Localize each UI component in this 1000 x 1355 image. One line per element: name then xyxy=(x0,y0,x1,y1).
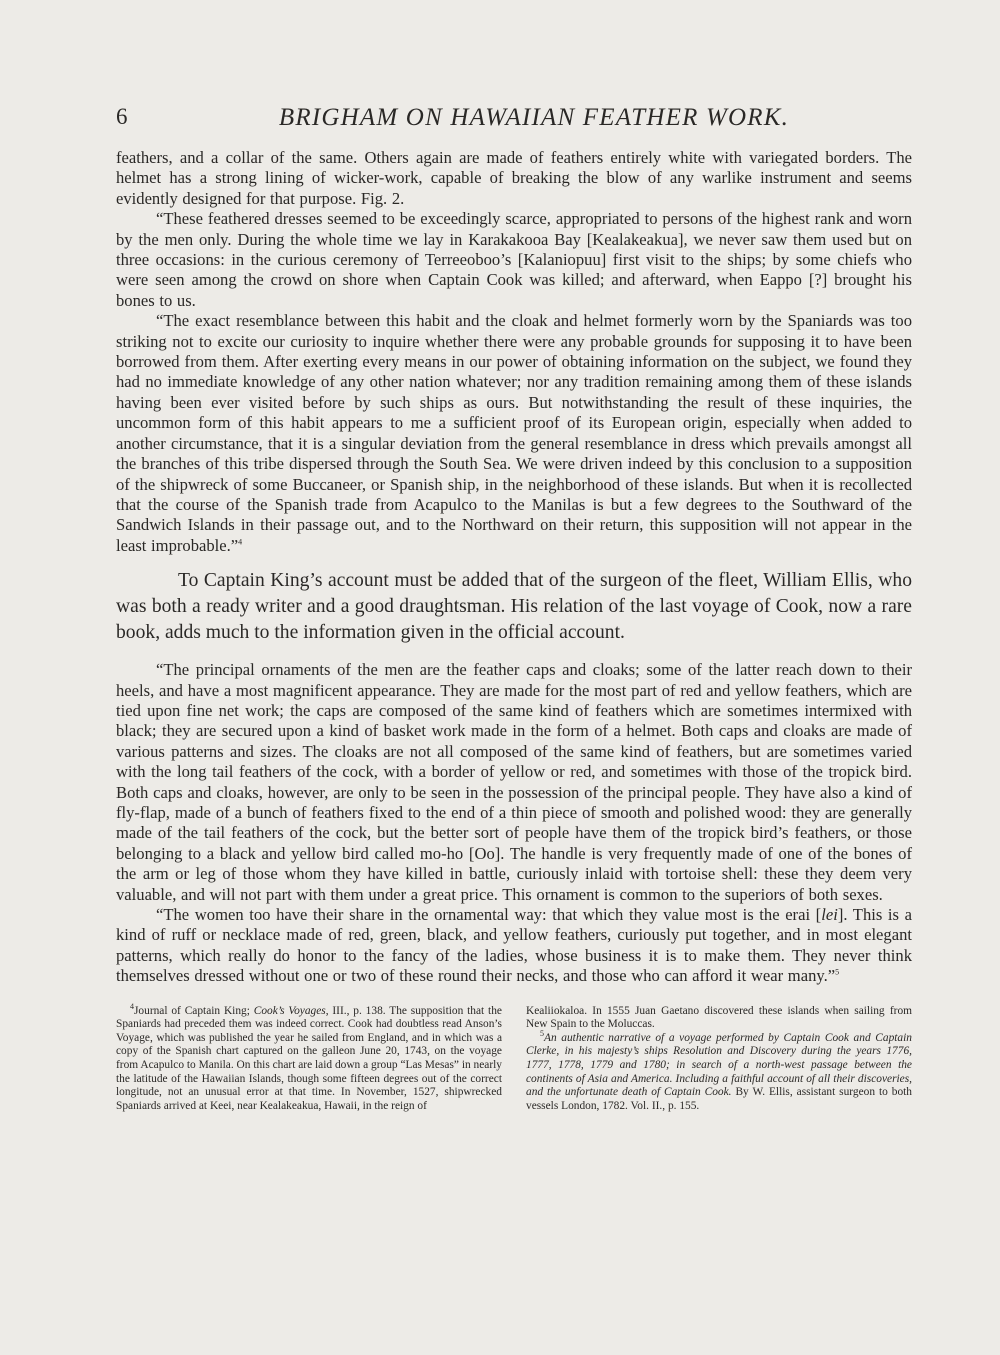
footnote-4-text-b: , III., p. 138. The supposition that the Spaniards had preceded them was indeed correct. Cook had doubtless read Anson’s Voyage, which was published the year he sailed from England, and in which was a copy of the Spanish chart captured on the galleon June 20, 1743, on the voyage from Acapulco to Manila. On this chart are laid down a group “Las Mesas” in nearly the latitude of the Hawaiian Islands, though some fifteen degrees out of the correct longitude, not an unusual error at that time. In November, 1527, shipwrecked Spaniards arrived at Keei, near Kealakeakua, Hawaii, in the reign of xyxy=(116,1004,502,1112)
footnote-4-continued: Kealiiokaloa. In 1555 Juan Gaetano discovered these islands when sailing from New Spain to the Moluccas. xyxy=(526,1004,912,1031)
footnote-4 xyxy=(116,1001,502,1114)
quoted-text xyxy=(116,660,912,987)
running-title: BRIGHAM ON HAWAIIAN FEATHER WORK. xyxy=(278,104,790,131)
footnote-column-right xyxy=(526,1005,912,1114)
paragraph-5-text-a: “The women too have their share in the ornamental way: that which they value most is the erai [ xyxy=(156,905,822,924)
paragraph-3 xyxy=(116,311,912,556)
page-header xyxy=(116,104,912,140)
paragraph-3-text: “The exact resemblance between this habit and the cloak and helmet formerly worn by the Spaniards was too striking not to excite our curiosity to inquire whether there were any probable grounds for supposing it to have been borrowed from them. After exerting every means in our power of obtaining information on the subject, we found they had no immediate knowledge of any other nation whatever; nor any tradition remaining among them of these islands having been ever visited before by such ships as ours. But notwithstanding the result of these inquiries, the uncommon form of this habit appears to me a sufficient proof of its European origin, especially when added to another circumstance, that it is a singular deviation from the general resemblance in dress which prevails amongst all the branches of this tribe dispersed through the South Sea. We were driven indeed by this conclusion to a supposition of the shipwreck of some Buccaneer, or Spanish ship, in the neighborhood of these islands. But when it is recollected that the course of the Spanish trade from Acapulco to the Manilas is but a few degrees to the Southward of the Sandwich Islands in their passage out, and to the Northward on their return, this supposition will not appear in the least improbable.” xyxy=(116,311,912,555)
paragraph-4: “The principal ornaments of the men are the feather caps and cloaks; some of the latter reach down to their heels, and have a most magnificent appearance. They are made for the most part of red and yellow feathers, which are tied upon fine net work; the caps are composed of the same kind of feathers which are sometimes intermixed with black; they are secured upon a kind of basket work made in the form of a helmet. Both caps and cloaks are made of various patterns and sizes. The cloaks are not all composed of the same kind of feathers, but are sometimes varied with the long tail feathers of the cock, with a border of yellow or red, and sometimes with those of the tropick bird. Both caps and cloaks, however, are only to be seen in the possession of the principal people. They have also a kind of fly-flap, made of a bunch of feathers fixed to the end of a thin piece of smooth and polished wood: they are generally made of the tail feathers of the cock, but the better sort of people have them of the tropick bird’s feathers, or those belonging to a black and yellow bird called mo-ho [Oo]. The handle is very frequently made of one of the bones of the arm or leg of those whom they have killed in battle, curiously inlaid with tortoise shell: these they deem very valuable, and will not part with them under a great price. This ornament is common to the superiors of both sexes. xyxy=(116,660,912,904)
footnotes xyxy=(116,1001,913,1114)
main-text xyxy=(116,148,912,556)
author-commentary xyxy=(116,568,912,646)
paragraph-1: feathers, and a collar of the same. Others again are made of feathers entirely white with variegated borders. The helmet has a strong lining of wicker-work, capable of breaking the blow of any warlike instrument and seems evidently designed for that purpose. Fig. 2. xyxy=(116,148,912,208)
paragraph-5 xyxy=(116,905,912,987)
commentary-paragraph: To Captain King’s account must be added that of the surgeon of the fleet, William Ellis, who was both a ready writer and a good draughtsman. His relation of the last voyage of Cook, now a rare book, adds much to the information given in the official account. xyxy=(116,570,912,644)
paragraph-5-text-b: ]. This is a kind of ruff or necklace made of red, green, black, and yellow feathers, curiously put together, and in most elegant patterns, which really do honor to the fancy of the ladies, whose business it is to make them. They never think themselves dressed without one or two of these round their necks, and those who can afford it wear many.” xyxy=(116,905,912,986)
footnote-5-mark: 5 xyxy=(540,1029,544,1039)
footnote-5 xyxy=(526,1029,913,1114)
footnote-4-title: Cook’s Voyages xyxy=(253,1004,326,1017)
footnote-ref-5: 5 xyxy=(835,967,840,977)
footnote-column-left xyxy=(116,1001,502,1114)
footnote-5-title: An authentic narrative of a voyage performed by Captain Cook and Captain Clerke, in his majesty’s ships Resolution and Discovery during the years 1776, 1777, 1778, 1779 and 1780; in search of a north-west passage between the continents of Asia and America. Including a faithful account of all their discoveries, and the unfortunate death of Captain Cook. xyxy=(526,1031,912,1099)
footnote-4-text-a: Journal of Captain King; xyxy=(134,1004,254,1017)
footnote-5-text: By W. Ellis, assistant surgeon to both vessels London, 1782. Vol. II., p. 155. xyxy=(526,1086,913,1112)
paragraph-5-lei: lei xyxy=(821,905,838,924)
footnote-4-mark: 4 xyxy=(130,1001,134,1011)
page-number: 6 xyxy=(116,104,128,129)
footnote-ref-4: 4 xyxy=(238,537,243,547)
paragraph-2: “These feathered dresses seemed to be exceedingly scarce, appropriated to persons of the highest rank and worn by the men only. During the whole time we lay in Karakakooa Bay [Kealakeakua], we never saw them used but on three occasions: in the curious ceremony of Terreeoboo’s [Kalaniopuu] first visit to the ships; by some chiefs who were seen among the crowd on shore when Captain Cook was killed; and afterward, when Eappo [?] brought his bones to us. xyxy=(116,209,912,310)
